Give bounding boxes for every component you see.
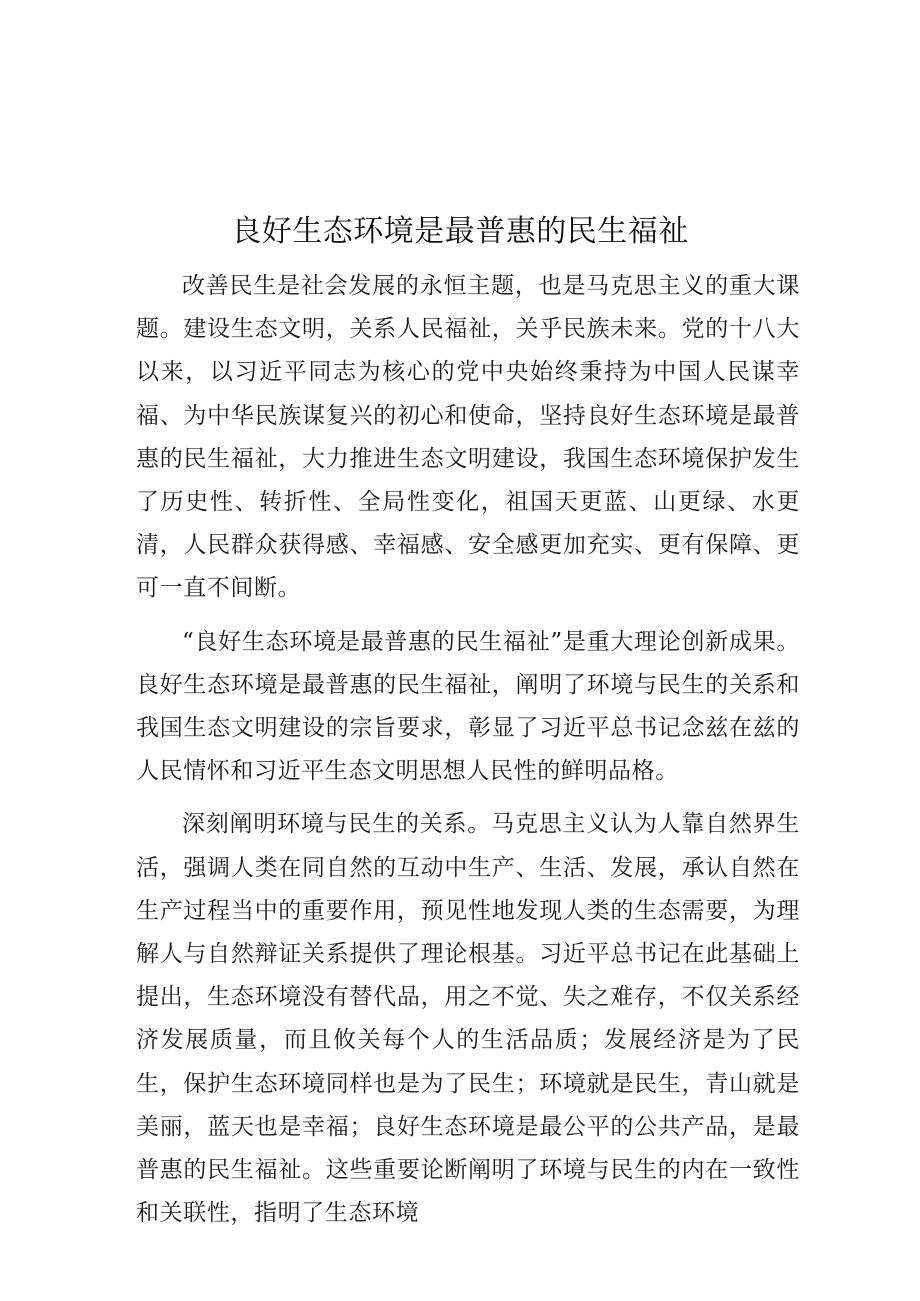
paragraph-2: “良好生态环境是最普惠的民生福祉”是重大理论创新成果。良好生态环境是最普惠的民生福祉，阐明了环境与民生的关系和我国生态文明建设的宗旨要求，彰显了习近平总书记念兹在兹的人民情怀和习近平生态文明思想人民性的鲜明品格。	[136, 628, 800, 785]
document-title: 良好生态环境是最普惠的民生福祉	[231, 214, 689, 249]
paragraph-3: 深刻阐明环境与民生的关系。马克思主义认为人靠自然界生活，强调人类在同自然的互动中生产、生活、发展，承认自然在生产过程当中的重要作用，预见性地发现人类的生态需要，为理解人与自然辩证关系提供了理论根基。习近平总书记在此基础上提出，生态环境没有替代品，用之不觉、失之难存，不仅关系经济发展质量，而且攸关每个人的生活品质；发展经济是为了民生，保护生态环境同样也是为了民生；环境就是民生，青山就是美丽，蓝天也是幸福；良好生态环境是最公平的公共产品，是最普惠的民生福祉。这些重要论断阐明了环境与民生的内在一致性和关联性，指明了生态环境	[136, 811, 800, 1227]
document-body	[136, 265, 800, 1235]
paragraph-1: 改善民生是社会发展的永恒主题，也是马克思主义的重大课题。建设生态文明，关系人民福祉，关乎民族未来。党的十八大以来，以习近平同志为核心的党中央始终秉持为中国人民谋幸福、为中华民族谋复兴的初心和使命，坚持良好生态环境是最普惠的民生福祉，大力推进生态文明建设，我国生态环境保护发生了历史性、转折性、全局性变化，祖国天更蓝、山更绿、水更清，人民群众获得感、幸福感、安全感更加充实、更有保障、更可一直不间断。	[136, 273, 800, 602]
